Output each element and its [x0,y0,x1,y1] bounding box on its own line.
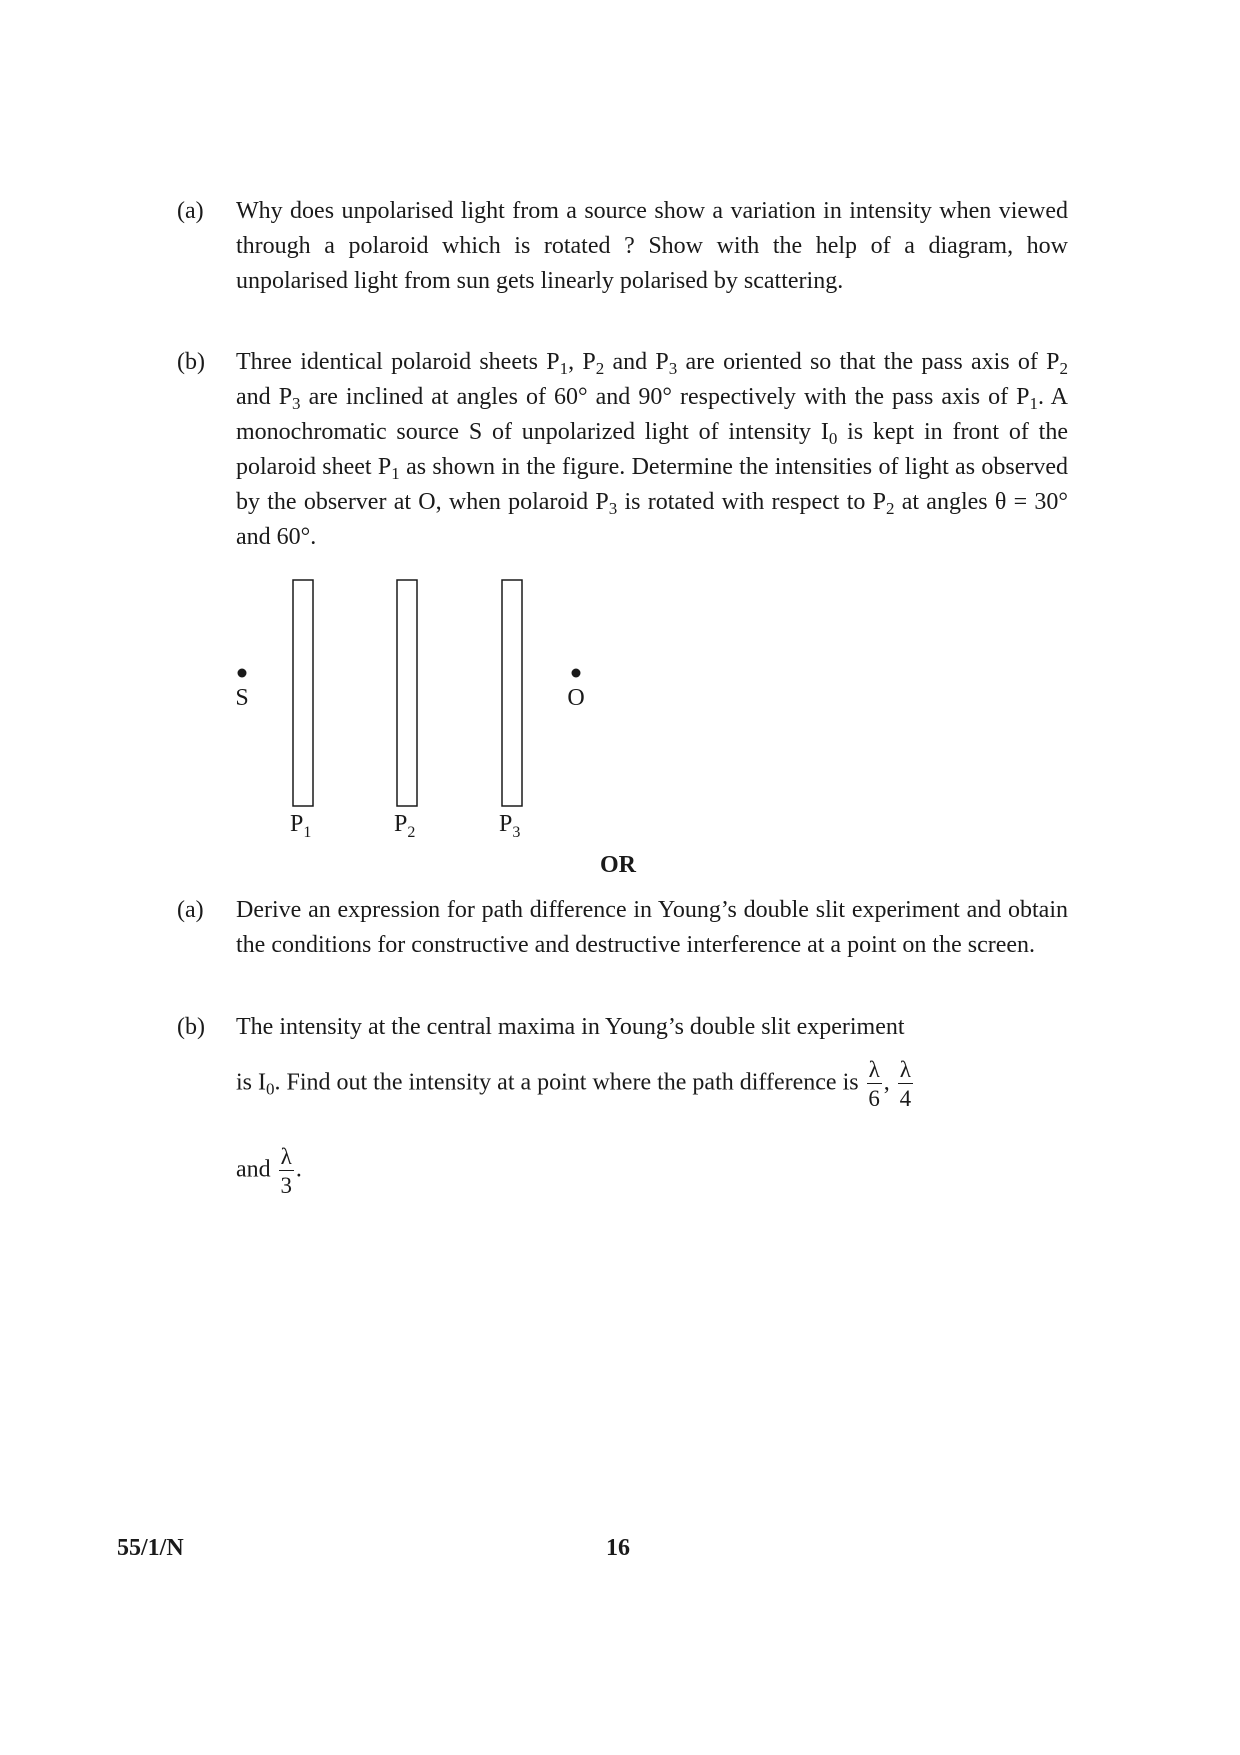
text-segment: , P [568,349,596,375]
text-segment: is I [236,1069,266,1096]
fraction-lambda-over-6 [867,1058,882,1110]
subscript: 2 [1059,359,1068,378]
sheet-letter: P [394,811,408,837]
subscript: 0 [828,429,838,448]
fraction-numerator: λ [280,1144,292,1169]
sheet-label-p2 [394,811,415,841]
source-label: S [235,685,249,711]
polaroid-figure [230,572,610,842]
subscript: 2 [885,499,895,518]
subscript: 1 [1029,394,1038,413]
fraction-lambda-over-4 [898,1058,913,1110]
fraction-denominator: 3 [280,1173,292,1198]
subscript: 2 [595,359,605,378]
sheet-label-p1 [290,811,311,841]
question-text-1b [236,345,1068,555]
polaroid-sheet-p2 [397,580,417,806]
text-segment: , [883,1069,890,1096]
text-segment: as shown in the figure. Determine the intensities of light as observed by the observer at O, when polaroid P [236,454,1069,515]
subscript: 3 [668,359,678,378]
observer-label: O [567,685,585,711]
or-heading: OR [600,852,636,878]
polaroid-sheet-p3 [502,580,522,806]
subscript: 1 [391,464,400,483]
question-label-2b: (b) [177,1014,205,1040]
question-text-2b-line2 [236,1058,1068,1110]
text-segment: and P [604,349,669,375]
sheet-letter: P [290,811,304,837]
text-segment: Three identical polaroid sheets P [236,349,560,375]
source-dot [238,669,247,678]
sheet-subscript: 2 [407,824,416,841]
page-number: 16 [606,1535,630,1561]
observer-dot [572,669,581,678]
fraction-denominator: 6 [868,1086,880,1111]
subscript: 1 [559,359,569,378]
sheet-subscript: 3 [512,824,521,841]
paper-code: 55/1/N [117,1535,184,1561]
fraction-numerator: λ [899,1057,911,1082]
sheet-subscript: 1 [303,824,312,841]
question-label-1b: (b) [177,349,205,375]
text-segment: are oriented so that the pass axis of P [677,349,1060,375]
question-text-1a: Why does unpolarised light from a source show a variation in intensity when viewed through a polaroid which is rotated ? Show with the help of a diagram, how unpolarised light from sun gets linearly polarised by scattering. [236,198,1068,294]
question-label-1a: (a) [177,198,204,224]
text-segment: is kept in front of the polaroid sheet P [236,419,1068,480]
text-segment: . Find out the intensity at a point where the path difference is [274,1069,859,1096]
text-segment: and P [236,384,293,410]
question-text-2a: Derive an expression for path difference in Young’s double slit experiment and obtain the conditions for constructive and destructive interference at a point on the screen. [236,897,1068,958]
text-segment: and [236,1156,271,1183]
polaroid-sheet-p1 [293,580,313,806]
fraction-numerator: λ [868,1057,880,1082]
sheet-letter: P [499,811,513,837]
question-text-2b-line1: The intensity at the central maxima in Young’s double slit experiment [236,1014,905,1040]
text-segment: are inclined at angles of 60° and 90° respectively with the pass axis of P [300,384,1030,410]
polaroid-diagram [230,572,610,842]
question-label-2a: (a) [177,897,204,923]
subscript: 3 [292,394,301,413]
text-segment: at angles θ = 30° and 60°. [236,489,1069,550]
question-text-2b-line3 [236,1145,302,1197]
subscript: 0 [266,1079,275,1099]
text-segment: . [295,1156,302,1183]
text-segment: . A monochromatic source S of unpolarized light of intensity I [236,384,1069,445]
subscript: 3 [608,499,618,518]
text-segment: is rotated with respect to P [617,489,886,515]
sheet-label-p3 [499,811,520,841]
fraction-denominator: 4 [899,1086,912,1111]
fraction-lambda-over-3 [279,1145,294,1197]
